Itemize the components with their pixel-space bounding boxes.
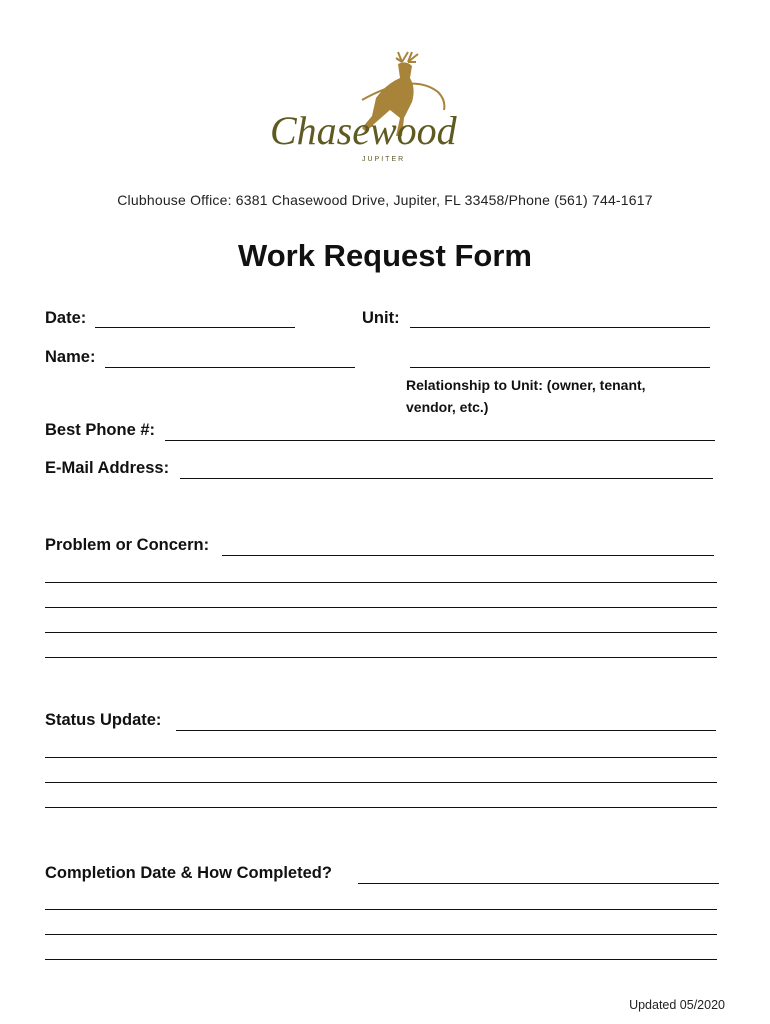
completion-line-3[interactable] bbox=[45, 934, 717, 935]
completion-field[interactable] bbox=[358, 883, 719, 884]
problem-line-4[interactable] bbox=[45, 632, 717, 633]
updated-date: Updated 05/2020 bbox=[629, 998, 725, 1012]
status-field[interactable] bbox=[176, 730, 716, 731]
email-label: E-Mail Address: bbox=[45, 459, 170, 477]
deer-logo-icon bbox=[262, 48, 458, 168]
logo-wordmark: Chasewood bbox=[270, 108, 457, 153]
date-field[interactable] bbox=[95, 327, 295, 328]
unit-field[interactable] bbox=[410, 327, 710, 328]
status-line-4[interactable] bbox=[45, 807, 717, 808]
completion-label: Completion Date & How Completed? bbox=[45, 864, 332, 882]
relationship-field[interactable] bbox=[410, 367, 710, 368]
relationship-note-line-1: Relationship to Unit: (owner, tenant, bbox=[406, 377, 646, 393]
problem-field[interactable] bbox=[222, 555, 714, 556]
form-title: Work Request Form bbox=[238, 238, 532, 273]
status-line-3[interactable] bbox=[45, 782, 717, 783]
completion-line-2[interactable] bbox=[45, 909, 717, 910]
problem-line-2[interactable] bbox=[45, 582, 717, 583]
problem-line-5[interactable] bbox=[45, 657, 717, 658]
email-field[interactable] bbox=[180, 478, 713, 479]
problem-line-3[interactable] bbox=[45, 607, 717, 608]
phone-field[interactable] bbox=[165, 440, 715, 441]
relationship-note-line-2: vendor, etc.) bbox=[406, 399, 489, 415]
phone-label: Best Phone #: bbox=[45, 421, 156, 439]
problem-label: Problem or Concern: bbox=[45, 536, 210, 554]
unit-label: Unit: bbox=[362, 309, 400, 327]
name-label: Name: bbox=[45, 348, 96, 366]
date-label: Date: bbox=[45, 309, 87, 327]
name-field[interactable] bbox=[105, 367, 355, 368]
logo-subtitle: JUPITER bbox=[362, 156, 406, 163]
status-line-2[interactable] bbox=[45, 757, 717, 758]
clubhouse-address: Clubhouse Office: 6381 Chasewood Drive, Jupiter, FL 33458/Phone (561) 744-1617 bbox=[117, 192, 653, 208]
completion-line-4[interactable] bbox=[45, 959, 717, 960]
chasewood-logo bbox=[262, 48, 458, 168]
status-label: Status Update: bbox=[45, 711, 162, 729]
